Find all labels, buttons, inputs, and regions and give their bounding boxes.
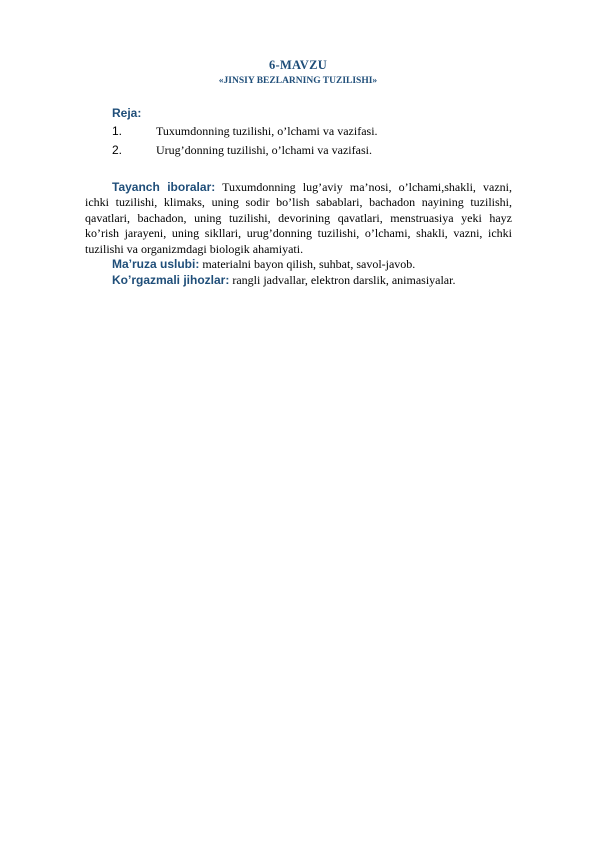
equipment-label: Ko’rgazmali jihozlar: [112,273,230,287]
plan-item-text: Tuxumdonning tuzilishi, o’lchami va vazifasi. [156,124,378,138]
key-terms-paragraph [85,180,512,257]
plan-label: Reja: [112,106,142,120]
key-terms-text: Tuxumdonning lug’aviy ma’nosi, o’lchami,shakli, vazni, ichki tuzilishi, klimaks, uning sodir bo’lish sabablari, bachadon nayining tuzilishi, qavatlari, bachadon, uning tuzilishi, devorining qavatlari, menstruasiya yeki hayz ko’rish jarayeni, uning sikllari, urug’donning tuzilishi, o’lchami, shakli, vazni, ichki tuzilishi va organizmdagi biologik ahamiyati. [85,180,513,256]
topic-subtitle: «JINSIY BEZLARNING TUZILISHI» [218,76,378,86]
key-terms-label: Tayanch iboralar: [112,180,216,194]
method-text: materialni bayon qilish, suhbat, savol-javob. [199,257,416,271]
equipment-line [112,273,455,288]
equipment-text: rangli jadvallar, elektron darslik, animasiyalar. [229,273,456,287]
plan-item-number: 2. [112,143,123,157]
plan-item-text: Urug’donning tuzilishi, o’lchami va vazifasi. [156,143,372,157]
topic-title: 6-MAVZU [268,58,328,72]
plan-item-number: 1. [112,124,123,138]
method-label: Ma’ruza uslubi: [112,257,200,271]
method-line [112,257,415,272]
